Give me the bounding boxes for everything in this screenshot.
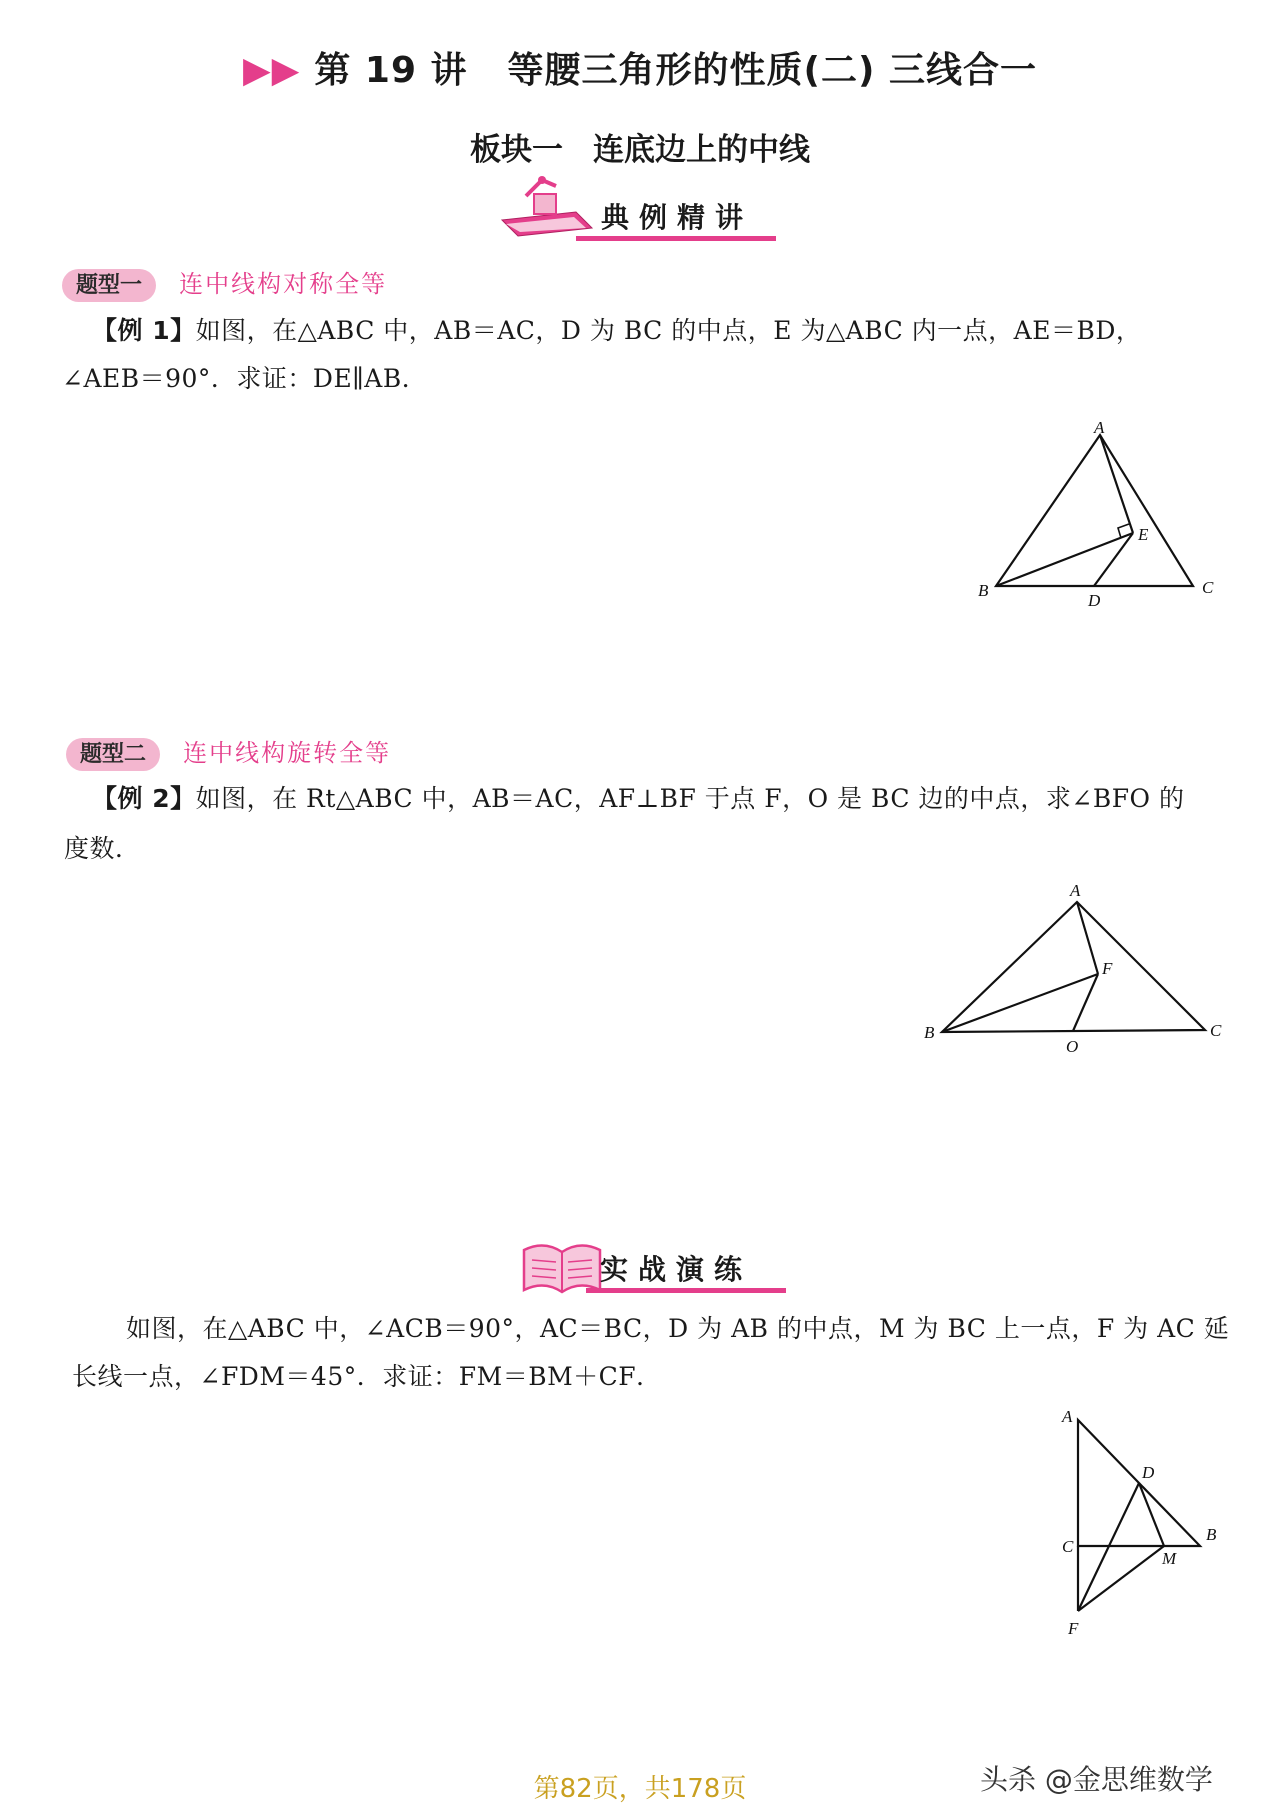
page-indicator: 第82页，共178页 xyxy=(533,1774,747,1804)
practice-text xyxy=(126,1306,1236,1352)
figure-example2 xyxy=(920,876,1240,1056)
segment-fm xyxy=(1078,1546,1164,1611)
example2-line1: 如图，在 Rt△ABC 中，AB＝AC，AF⊥BF 于点 F，O 是 BC 边的中点，求∠BFO 的 xyxy=(195,784,1185,813)
example1-label: 【例 1】 xyxy=(92,316,196,345)
segment-ae xyxy=(1100,435,1133,533)
triangle-abc xyxy=(996,435,1193,586)
figure-example1 xyxy=(970,415,1230,615)
section-heading-practice xyxy=(516,1228,816,1288)
type1-header xyxy=(62,264,387,299)
section-title: 典例精讲 xyxy=(601,201,754,234)
label-c-2: C xyxy=(1210,1021,1222,1040)
practice-line1: 如图，在△ABC 中，∠ACB＝90°，AC＝BC，D 为 AB 的中点，M 为 BC 上一点，F 为 AC 延 xyxy=(126,1314,1230,1343)
label-c: C xyxy=(1202,578,1214,597)
example2-text-cont xyxy=(64,826,1234,872)
practice-line2: 长线一点，∠FDM＝45°．求证：FM＝BM＋CF． xyxy=(72,1362,662,1391)
label-b: B xyxy=(978,581,989,600)
block-title: 连底边上的中线 xyxy=(593,132,810,168)
section-underline xyxy=(576,236,776,241)
type1-title: 连中线构对称全等 xyxy=(179,270,388,298)
label-f-3: F xyxy=(1068,1619,1079,1638)
example2-text xyxy=(92,776,1232,822)
triangle-abc-2 xyxy=(942,902,1205,1032)
example1-line1: 如图，在△ABC 中，AB＝AC，D 为 BC 的中点，E 为△ABC 内一点，AE＝BD， xyxy=(195,316,1142,345)
type1-tag: 题型一 xyxy=(62,269,156,302)
segment-dm xyxy=(1139,1483,1164,1546)
lecture-number: 第 19 讲 xyxy=(314,50,468,91)
label-d-3: D xyxy=(1142,1463,1155,1482)
example1-line2: ∠AEB＝90°．求证：DE∥AB． xyxy=(62,364,428,393)
label-b-3: B xyxy=(1206,1525,1217,1544)
example1-text-cont xyxy=(62,356,1232,402)
type2-tag: 题型二 xyxy=(66,738,160,771)
lecture-topic: 等腰三角形的性质(二) 三线合一 xyxy=(507,50,1037,91)
block-label: 板块一 xyxy=(470,132,563,168)
label-o-2: O xyxy=(1066,1037,1079,1056)
label-c-3: C xyxy=(1062,1537,1074,1556)
type2-header xyxy=(66,733,391,768)
figure-practice xyxy=(1050,1400,1230,1660)
practice-text-cont xyxy=(72,1354,1232,1400)
section-heading-examples xyxy=(496,176,796,236)
label-b-2: B xyxy=(924,1023,935,1042)
type2-title: 连中线构旋转全等 xyxy=(183,739,392,767)
example2-label: 【例 2】 xyxy=(92,784,196,813)
label-a-2: A xyxy=(1070,881,1081,900)
example1-text xyxy=(92,308,1232,354)
section2-title: 实战演练 xyxy=(600,1253,753,1286)
label-m-3: M xyxy=(1162,1549,1177,1568)
segment-bf xyxy=(942,974,1098,1032)
label-a-3: A xyxy=(1062,1407,1073,1426)
example2-line2: 度数． xyxy=(64,834,141,863)
double-arrow-icon: ▶▶ xyxy=(243,50,301,91)
label-a: A xyxy=(1094,418,1105,437)
label-d: D xyxy=(1088,591,1101,610)
watermark: 头杀 @金思维数学 xyxy=(980,1763,1213,1796)
section2-underline xyxy=(586,1288,786,1293)
page-title xyxy=(0,42,1280,93)
label-e: E xyxy=(1138,525,1149,544)
label-f-2: F xyxy=(1102,959,1113,978)
block-heading xyxy=(0,124,1280,169)
